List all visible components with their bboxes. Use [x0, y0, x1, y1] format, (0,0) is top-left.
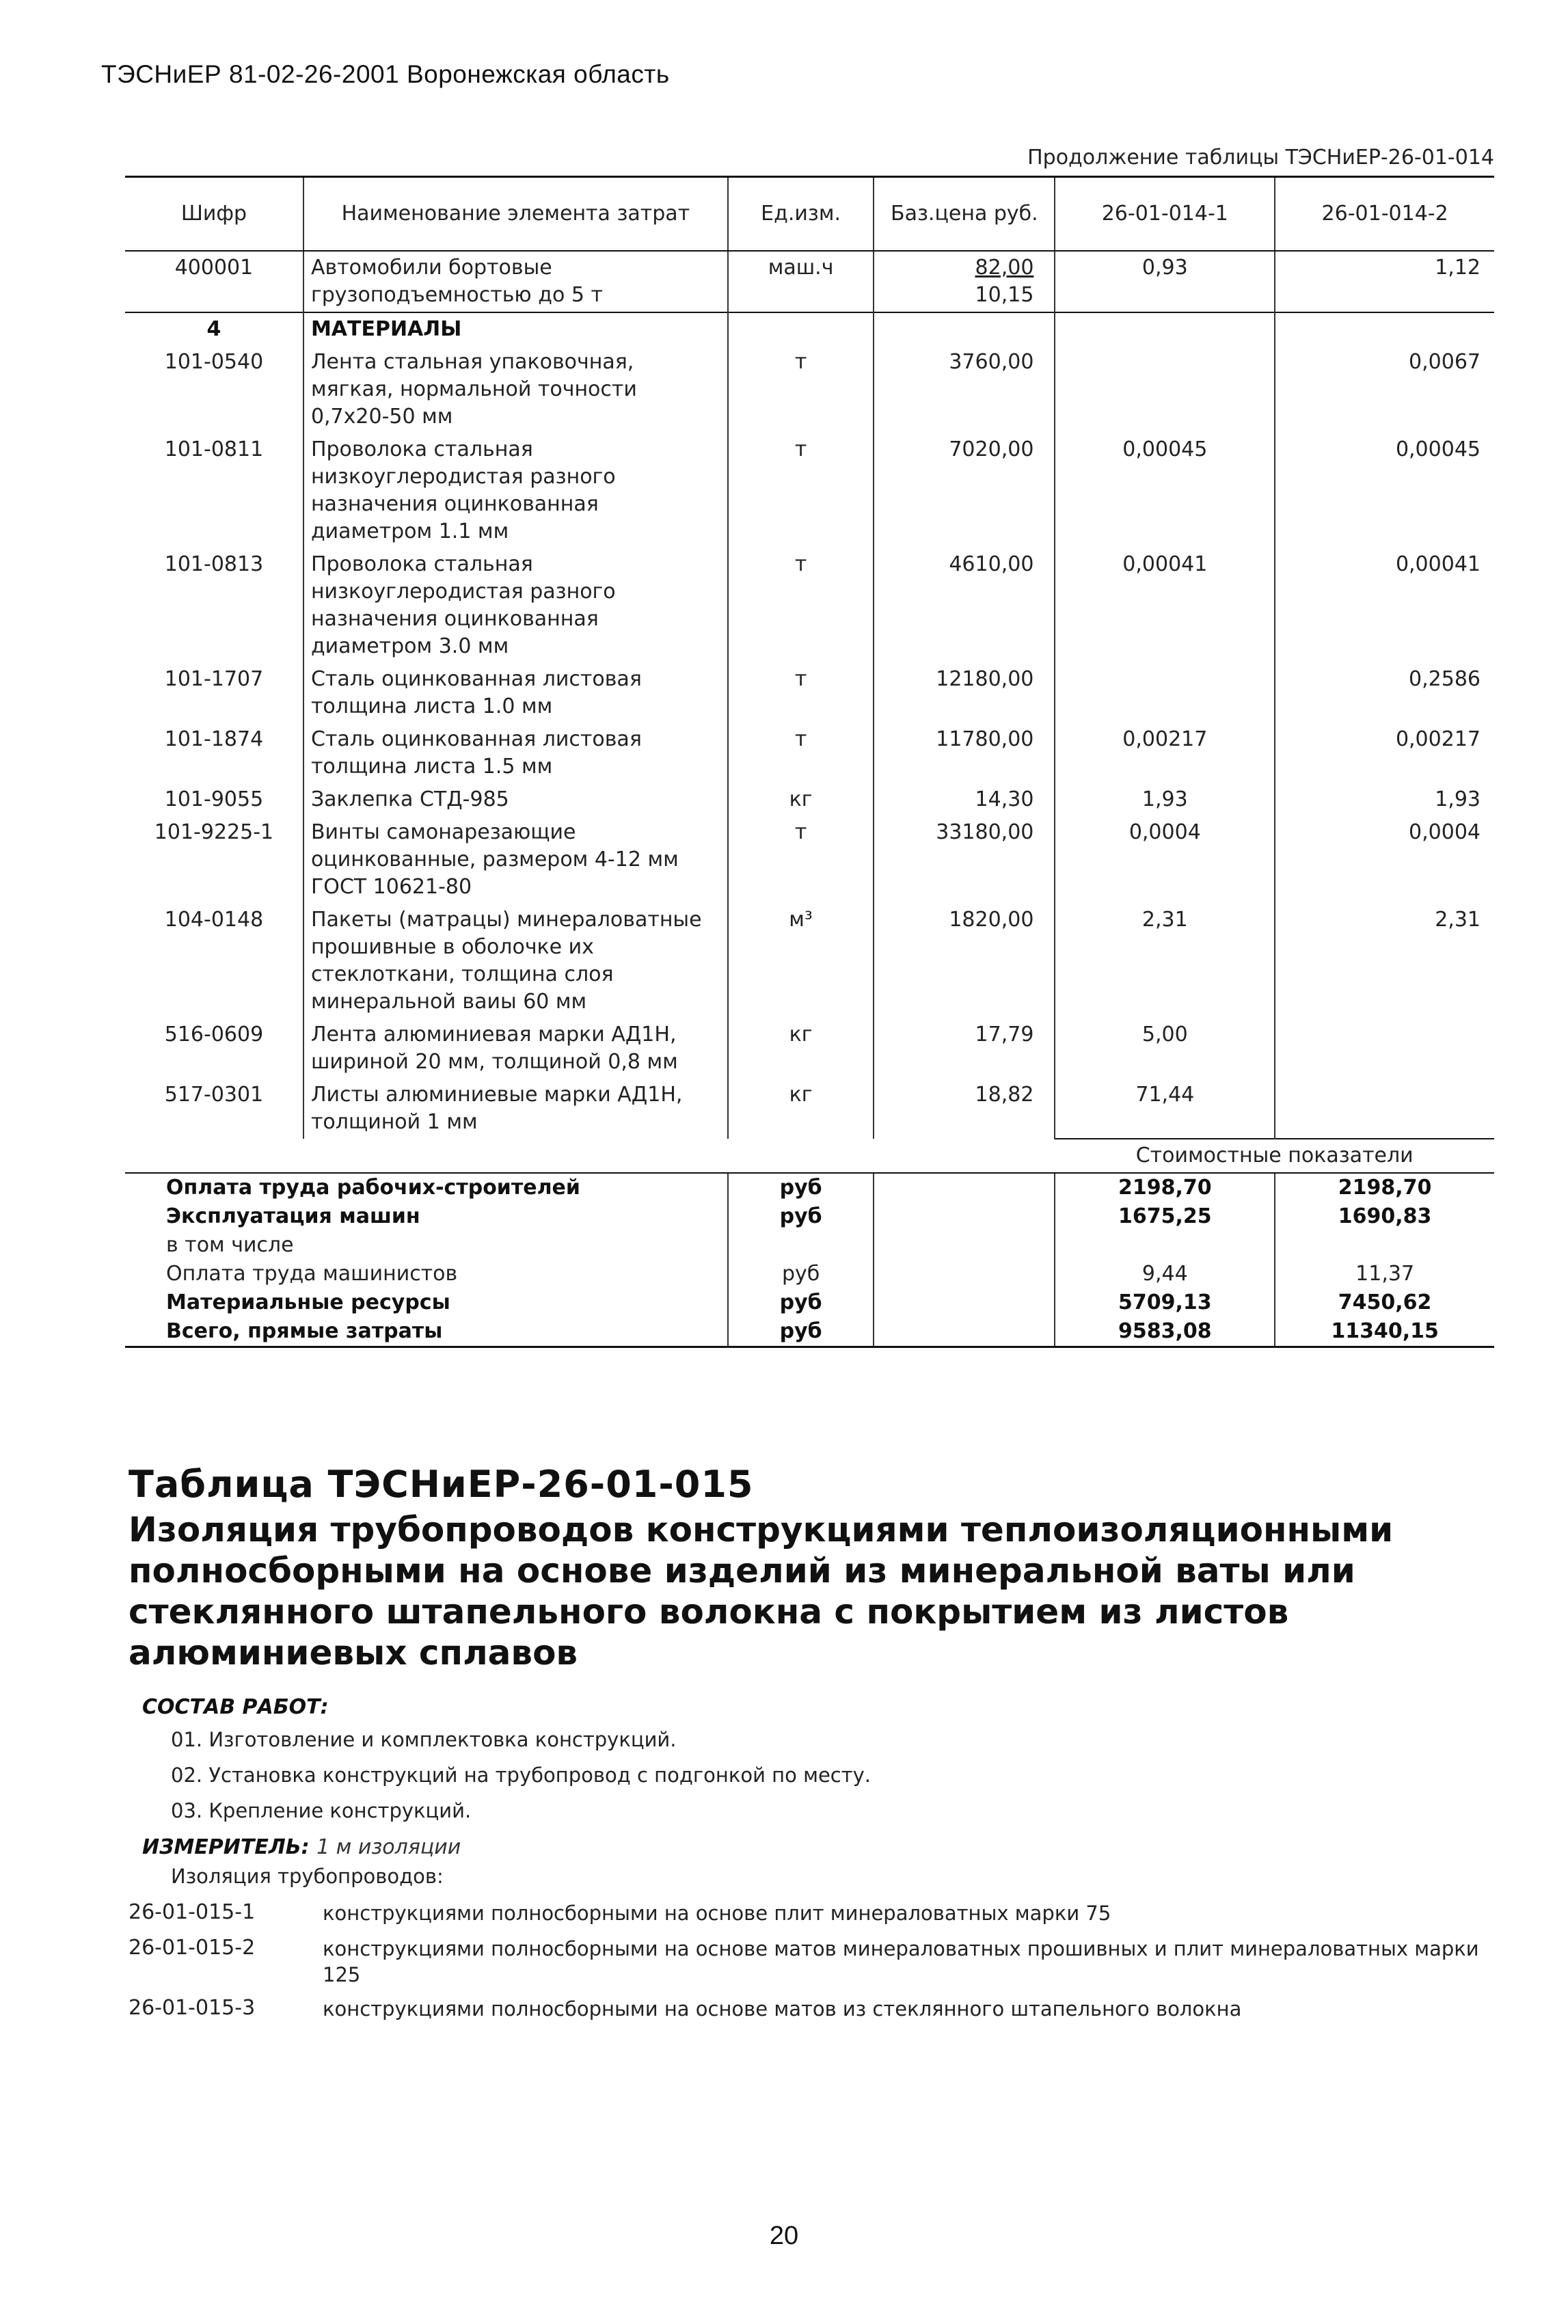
table-row: [125, 816, 1494, 904]
price-main: 82,00: [975, 256, 1034, 280]
measure-label: [142, 1835, 461, 1859]
cost-header-row: [125, 1139, 1494, 1173]
cell-name: Проволока стальная низкоуглеродистая разного назначения оцинкованная диаметром 3.0 мм: [303, 548, 728, 663]
cell-variant-1: [1055, 663, 1275, 723]
work-item-1: 01. Изготовление и комплектовка конструкций.: [171, 1728, 677, 1751]
cost-indicators-label: Стоимостные показатели: [1055, 1139, 1494, 1173]
cell-price: 3760,00: [874, 346, 1055, 433]
table-row: [125, 346, 1494, 433]
col-header-price: Баз.цена руб.: [874, 177, 1055, 252]
variant-text-2: конструкциями полносборными на основе матов минераловатных прошивных и плит минераловатных марки 125: [323, 1937, 1479, 1986]
cell-variant-2: 0,00217: [1275, 723, 1494, 783]
table-header-row: [125, 177, 1494, 252]
cell-variant-2: 0,0067: [1275, 346, 1494, 433]
cell-price: [874, 251, 1055, 312]
cell-variant-1: 0,93: [1055, 251, 1275, 312]
page-number: 20: [769, 2221, 799, 2250]
cell-name: Автомобили бортовые грузоподъемностью до 5 т: [303, 251, 728, 312]
cost-name: Эксплуатация машин: [166, 1204, 420, 1228]
cell-variant-2: 1,93: [1275, 783, 1494, 816]
cell-variant-1: 71,44: [1055, 1079, 1275, 1139]
cell-code: 101-9055: [164, 787, 264, 811]
cost-unit: руб: [728, 1317, 874, 1347]
variant-code-3: 26-01-015-3: [129, 1996, 256, 2020]
cell-unit: маш.ч: [728, 251, 874, 312]
cost-row: [125, 1317, 1494, 1347]
cost-variant-1: 2198,70: [1055, 1173, 1275, 1202]
cell-variant-1: [1055, 346, 1275, 433]
cell-price: 11780,00: [874, 723, 1055, 783]
cost-empty: [874, 1260, 1055, 1288]
cost-name: Всего, прямые затраты: [125, 1317, 728, 1347]
cell-code: 516-0609: [164, 1023, 264, 1046]
cell-price: 33180,00: [874, 816, 1055, 904]
variant-code-2: 26-01-015-2: [129, 1936, 256, 1960]
col-header-variant-1: 26-01-014-1: [1055, 177, 1275, 252]
cell-price: 17,79: [874, 1018, 1055, 1079]
cost-row: [125, 1260, 1494, 1288]
section-title: МАТЕРИАЛЫ: [303, 312, 728, 346]
price-secondary: 10,15: [975, 283, 1034, 307]
variant-text-1: конструкциями полносборными на основе плит минераловатных марки 75: [323, 1902, 1111, 1925]
cell-unit: кг: [728, 1018, 874, 1079]
cell-price: 7020,00: [874, 433, 1055, 548]
table-continuation-label: Продолжение таблицы ТЭСНиЕР-26-01-014: [1027, 146, 1494, 170]
cell-name: Сталь оцинкованная листовая толщина листа 1.0 мм: [303, 663, 728, 723]
table-row: [125, 1018, 1494, 1079]
composition-label: СОСТАВ РАБОТ:: [142, 1695, 329, 1719]
cell-unit: т: [728, 433, 874, 548]
estimate-table: [125, 176, 1494, 1348]
cost-variant-2: [1275, 1231, 1494, 1260]
cell-code: 104-0148: [164, 908, 264, 932]
variant-code-1: 26-01-015-1: [129, 1900, 256, 1924]
cell-code: 101-1874: [164, 727, 264, 751]
cell-variant-1: 0,00041: [1055, 548, 1275, 663]
work-item-2: 02. Установка конструкций на трубопровод с подгонкой по месту.: [171, 1764, 871, 1787]
table-row-machine: [125, 251, 1494, 312]
cell-price: 1820,00: [874, 904, 1055, 1018]
cell-price: 14,30: [874, 783, 1055, 816]
table-row: [125, 663, 1494, 723]
cell-variant-1: 0,0004: [1055, 816, 1275, 904]
table-row: [125, 433, 1494, 548]
document-header: ТЭСНиЕР 81-02-26-2001 Воронежская область: [101, 60, 670, 88]
measure-unit: 1 м изоляции: [316, 1835, 461, 1859]
cell-variant-1: 0,00217: [1055, 723, 1275, 783]
cell-unit: кг: [728, 783, 874, 816]
cell-variant-1: 2,31: [1055, 904, 1275, 1018]
cell-variant-2: 1,12: [1275, 251, 1494, 312]
cell-name: Лента алюминиевая марки АД1Н, шириной 20 мм, толщиной 0,8 мм: [303, 1018, 728, 1079]
cost-row: [125, 1288, 1494, 1317]
col-header-unit: Ед.изм.: [728, 177, 874, 252]
table-row: [125, 783, 1494, 816]
cell-price: 12180,00: [874, 663, 1055, 723]
cell-code: 517-0301: [164, 1083, 264, 1107]
cell-price: 18,82: [874, 1079, 1055, 1139]
table-row: [125, 723, 1494, 783]
col-header-code: Шифр: [125, 177, 303, 252]
cell-name: Листы алюминиевые марки АД1Н, толщиной 1 мм: [303, 1079, 728, 1139]
cell-name: Винты самонарезающие оцинкованные, размером 4-12 мм ГОСТ 10621-80: [303, 816, 728, 904]
cost-variant-2: 11,37: [1275, 1260, 1494, 1288]
cost-empty: [874, 1317, 1055, 1347]
cost-variant-1: 5709,13: [1055, 1288, 1275, 1317]
cell-name: Лента стальная упаковочная, мягкая, нормальной точности 0,7х20-50 мм: [303, 346, 728, 433]
section-code: 4: [125, 312, 303, 346]
cost-variant-2: 1690,83: [1275, 1202, 1494, 1231]
cell-variant-2: [1275, 1079, 1494, 1139]
cost-name: Оплата труда машинистов: [166, 1262, 458, 1286]
cost-empty: [874, 1202, 1055, 1231]
next-table-description: Изоляция трубопроводов конструкциями теплоизоляционными полносборными на основе изделий из минеральной ваты или стеклянного штапельного волокна с покрытием из листов алюминиевых сплавов: [129, 1510, 1394, 1673]
cost-name: в том числе: [166, 1233, 294, 1257]
cell-variant-1: 5,00: [1055, 1018, 1275, 1079]
cell-code: 101-0813: [164, 552, 264, 576]
measure-label-text: ИЗМЕРИТЕЛЬ:: [142, 1835, 310, 1859]
cell-price: 4610,00: [874, 548, 1055, 663]
cell-code: 101-1707: [164, 667, 264, 691]
cost-variant-2: 2198,70: [1275, 1173, 1494, 1202]
cost-name: Оплата труда рабочих-строителей: [166, 1176, 580, 1200]
cost-row: [125, 1173, 1494, 1202]
cost-unit: [728, 1231, 874, 1260]
cost-variant-1: 9583,08: [1055, 1317, 1275, 1347]
cell-unit: т: [728, 663, 874, 723]
cell-variant-2: 0,0004: [1275, 816, 1494, 904]
cell-variant-2: 0,2586: [1275, 663, 1494, 723]
cell-variant-1: 0,00045: [1055, 433, 1275, 548]
cost-variant-1: 1675,25: [1055, 1202, 1275, 1231]
col-header-name: Наименование элемента затрат: [303, 177, 728, 252]
cost-row: [125, 1202, 1494, 1231]
cost-variant-1: 9,44: [1055, 1260, 1275, 1288]
section-row-materials: [125, 312, 1494, 346]
cost-variant-1: [1055, 1231, 1275, 1260]
cell-code: 101-0811: [164, 437, 264, 461]
cost-name: Материальные ресурсы: [166, 1291, 450, 1314]
table-row: [125, 1079, 1494, 1139]
variant-text-3: конструкциями полносборными на основе матов из стеклянного штапельного волокна: [323, 1997, 1242, 2021]
cost-variant-2: 11340,15: [1275, 1317, 1494, 1347]
cell-name: Пакеты (матрацы) минераловатные прошивные в оболочке их стеклоткани, толщина слоя минеральной ваиы 60 мм: [303, 904, 728, 1018]
cell-code: 101-9225-1: [154, 820, 274, 844]
cell-code: 400001: [174, 256, 254, 280]
cell-name: Сталь оцинкованная листовая толщина листа 1.5 мм: [303, 723, 728, 783]
table-row: [125, 904, 1494, 1018]
cell-variant-2: [1275, 1018, 1494, 1079]
cost-empty: [874, 1173, 1055, 1202]
table-row: [125, 548, 1494, 663]
cost-unit: руб: [728, 1173, 874, 1202]
cell-unit: м³: [728, 904, 874, 1018]
measure-subtitle: Изоляция трубопроводов:: [171, 1865, 444, 1888]
cost-unit: руб: [728, 1202, 874, 1231]
cost-empty: [874, 1231, 1055, 1260]
col-header-variant-2: 26-01-014-2: [1275, 177, 1494, 252]
cost-unit: руб: [728, 1260, 874, 1288]
cost-empty: [874, 1288, 1055, 1317]
cell-variant-2: 0,00045: [1275, 433, 1494, 548]
next-table-title: Таблица ТЭСНиЕР-26-01-015: [129, 1463, 754, 1506]
cell-variant-1: 1,93: [1055, 783, 1275, 816]
cost-unit: руб: [728, 1288, 874, 1317]
cost-row: [125, 1231, 1494, 1260]
cell-variant-2: 2,31: [1275, 904, 1494, 1018]
cell-unit: т: [728, 816, 874, 904]
cell-unit: т: [728, 346, 874, 433]
cost-variant-2: 7450,62: [1275, 1288, 1494, 1317]
cell-name: Проволока стальная низкоуглеродистая разного назначения оцинкованная диаметром 1.1 мм: [303, 433, 728, 548]
cell-unit: кг: [728, 1079, 874, 1139]
cell-code: 101-0540: [164, 350, 264, 374]
cell-variant-2: 0,00041: [1275, 548, 1494, 663]
cell-unit: т: [728, 548, 874, 663]
cell-name: Заклепка СТД-985: [303, 783, 728, 816]
cell-unit: т: [728, 723, 874, 783]
work-item-3: 03. Крепление конструкций.: [171, 1799, 472, 1822]
